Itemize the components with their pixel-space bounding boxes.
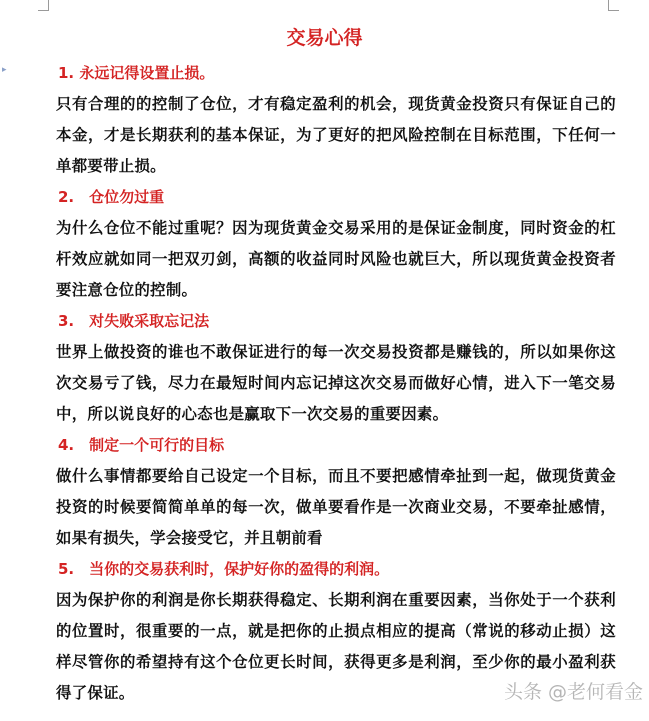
section-heading-5: 5. 当你的交易获利时，保护好你的盈得的利润。 xyxy=(58,560,390,578)
section-heading-2: 2. 仓位勿过重 xyxy=(58,188,165,206)
section-body-1: 只有合理的的控制了仓位，才有稳定盈利的机会，现货黄金投资只有保证自己的本金，才是长期获利的基本保证，为了更好的把风险控制在目标范围，下任何一单都要带止损。 xyxy=(56,95,616,175)
section-body-5: 因为保护你的利润是你长期获得稳定、长期利润在重要因素，当你处于一个获利的位置时，很重要的一点，就是把你的止损点相应的提高（常说的移动止损）这样尽管你的希望持有这个仓位更长时间，获得更多是利润，至少你的最小盈利获得了保证。 xyxy=(56,591,616,702)
watermark: 头条 @老何看金 xyxy=(503,681,643,703)
section-heading-3: 3. 对失败采取忘记法 xyxy=(58,312,210,330)
crop-mark-top-right xyxy=(608,0,619,11)
ruler-indent-marker-icon: ▸ xyxy=(2,65,7,75)
section-heading-1: 1. 永远记得设置止损。 xyxy=(58,64,215,82)
section-body-4: 做什么事情都要给自己设定一个目标，而且不要把感情牵扯到一起，做现货黄金投资的时候要简简单单的每一次，做单要看作是一次商业交易，不要牵扯感情，如果有损失，学会接受它，并且朝前看 xyxy=(56,467,616,547)
section-body-2: 为什么仓位不能过重呢？因为现货黄金交易采用的是保证金制度，同时资金的杠杆效应就如同一把双刃剑，高额的收益同时风险也就巨大，所以现货黄金投资者要注意仓位的控制。 xyxy=(56,219,616,299)
document-body xyxy=(56,58,616,709)
section-body-3: 世界上做投资的谁也不敢保证进行的每一次交易投资都是赚钱的，所以如果你这次交易亏了钱，尽力在最短时间内忘记掉这次交易而做好心情，进入下一笔交易中，所以说良好的心态也是赢取下一次交易的重要因素。 xyxy=(56,343,616,423)
section-heading-4: 4. 制定一个可行的目标 xyxy=(58,436,225,454)
crop-mark-top-left xyxy=(38,0,49,11)
document-title: 交易心得 xyxy=(286,27,363,49)
